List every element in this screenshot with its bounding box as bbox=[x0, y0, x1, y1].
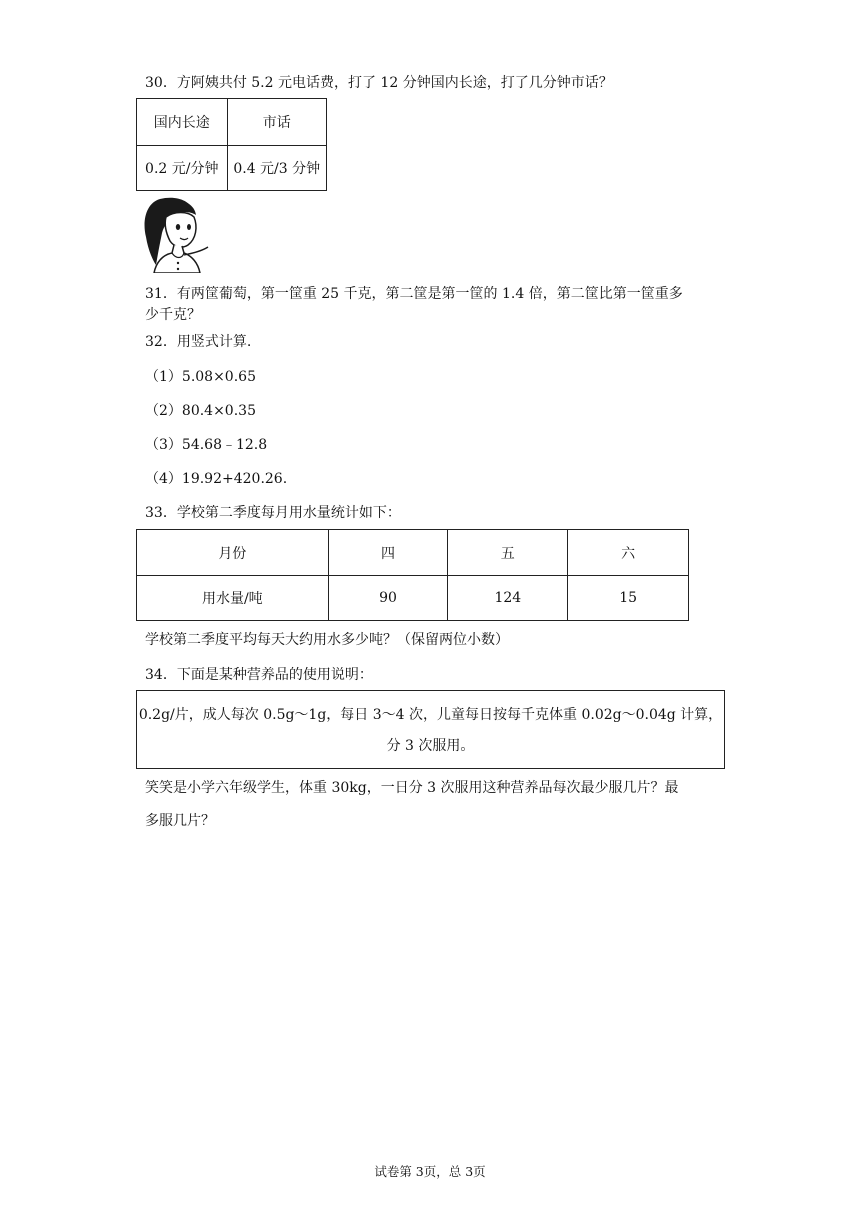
q34-title: 34．下面是某种营养品的使用说明： bbox=[145, 667, 373, 683]
q32-item-1: （1）5.08×0.65 bbox=[145, 369, 256, 385]
q34-box-line-1: 0.2g/片，成人每次 0.5g～1g，每日 3～4 次，儿童每日按每千克体重 0.02g～0.04g 计算， bbox=[138, 707, 723, 723]
q34-box-line-2: 分 3 次服用。 bbox=[386, 738, 475, 754]
q33-header-may: 五 bbox=[448, 530, 568, 576]
q32-item-4: （4）19.92+420.26. bbox=[145, 471, 288, 487]
q30-header-local: 市话 bbox=[227, 99, 327, 146]
q32-item-2: （2）80.4×0.35 bbox=[145, 403, 256, 419]
woman-illustration bbox=[140, 193, 212, 273]
q33-header-april: 四 bbox=[328, 530, 448, 576]
q32-title: 32．用竖式计算. bbox=[145, 334, 252, 350]
q31-line-1: 31．有两筐葡萄，第一筐重 25 千克，第二筐是第一筐的 1.4 倍，第二筐比第一筐重多 bbox=[145, 286, 683, 302]
q33-water-table bbox=[136, 529, 689, 621]
q30-price-table bbox=[136, 98, 327, 191]
q34-question-line-2: 多服几片？ bbox=[145, 813, 215, 829]
q33-value-april: 90 bbox=[328, 576, 448, 621]
q33-question: 学校第二季度平均每天大约用水多少吨？（保留两位小数） bbox=[145, 632, 509, 648]
q33-value-june: 15 bbox=[568, 576, 689, 621]
q33-header-month: 月份 bbox=[137, 530, 329, 576]
q34-question-line-1: 笑笑是小学六年级学生，体重 30kg，一日分 3 次服用这种营养品每次最少服几片？最 bbox=[145, 780, 679, 796]
q30-rate-long-distance: 0.2 元/分钟 bbox=[137, 146, 228, 191]
q30-text: 30．方阿姨共付 5.2 元电话费，打了 12 分钟国内长途，打了几分钟市话？ bbox=[145, 75, 613, 91]
q33-value-may: 124 bbox=[448, 576, 568, 621]
q33-header-june: 六 bbox=[568, 530, 689, 576]
q33-row-label: 用水量/吨 bbox=[137, 576, 329, 621]
q30-rate-local: 0.4 元/3 分钟 bbox=[227, 146, 327, 191]
q33-title: 33．学校第二季度每月用水量统计如下： bbox=[145, 505, 401, 521]
q30-header-long-distance: 国内长途 bbox=[137, 99, 228, 146]
page-footer: 试卷第 3页，总 3页 bbox=[374, 1164, 486, 1179]
q31-line-2: 少千克？ bbox=[145, 307, 201, 323]
q34-instruction-box bbox=[136, 690, 725, 769]
q32-item-3: （3）54.68﹣12.8 bbox=[145, 437, 268, 453]
